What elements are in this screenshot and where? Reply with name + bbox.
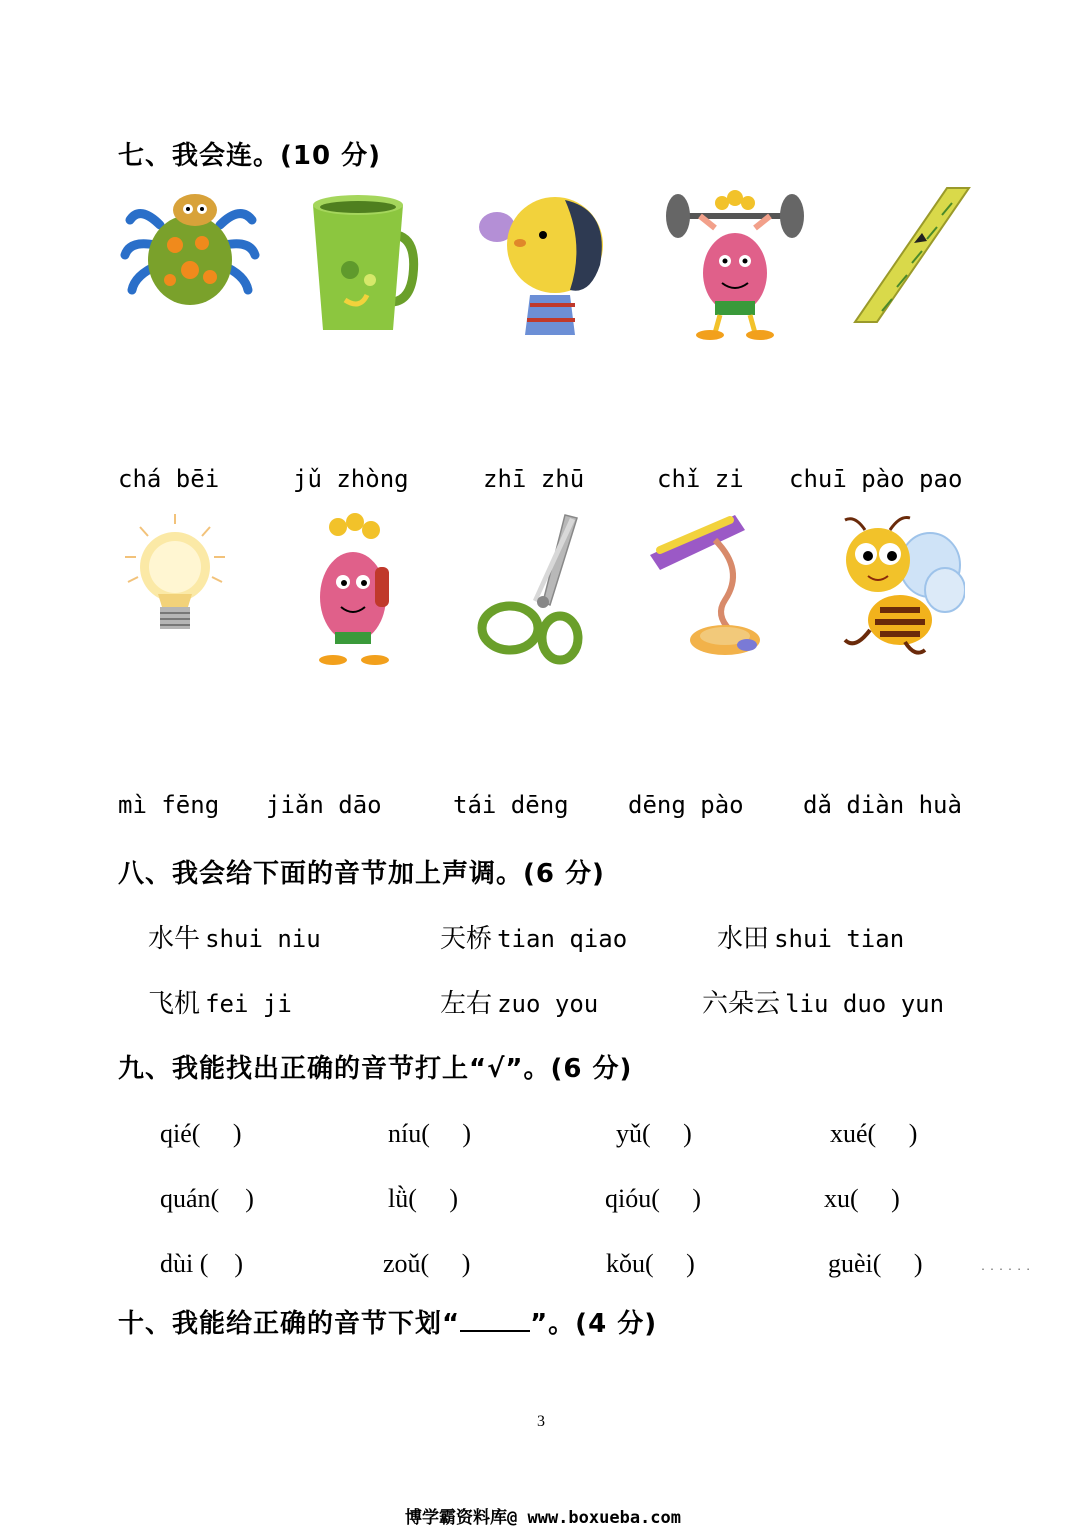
check-item: qióu( ) [605,1184,702,1213]
hanzi-text: 天桥 [440,924,493,953]
pinyin-mi-feng: mì fēng [118,791,220,819]
hanzi-text: 左右 [440,989,493,1018]
weightlifter-character-icon [660,183,810,343]
check-item: xué( ) [830,1119,918,1148]
section-9-title: 九、我能找出正确的音节打上“√”。(6 分) [118,1054,633,1084]
pinyin-text: zuo you [497,990,599,1018]
page-number: 3 [537,1413,545,1430]
check-item: zoǔ( ) [383,1249,471,1278]
pinyin-cha-bei: chá bēi [118,465,220,493]
pinyin-da-dian-hua: dǎ diàn huà [803,791,962,819]
tone-item-shuiniu [148,918,321,955]
pinyin-ju-zhong: jǔ zhòng [293,465,409,493]
pinyin-text: shui niu [205,925,321,953]
section-10-title-before: 十、我能给正确的音节下划“ [118,1309,461,1339]
light-bulb-icon [120,512,230,637]
check-item: quán( ) [160,1184,254,1213]
hanzi-text: 水田 [717,924,770,953]
pinyin-zhi-zhu: zhī zhū [483,465,585,493]
check-item: qié( ) [160,1119,242,1148]
check-item: kǒu( ) [606,1249,695,1278]
pinyin-chui-pao-pao: chuī pào pao [789,465,963,493]
tone-item-feiji [148,983,292,1020]
tone-item-tianqiao [440,918,627,955]
section-10-title [118,1303,657,1340]
trailing-dots: ...... [980,1262,1035,1273]
tone-item-shuitian [717,918,904,955]
scissors-icon [475,510,590,665]
check-item: guèi( ) [828,1249,923,1278]
check-item: yǔ( ) [616,1119,692,1148]
desk-lamp-icon [645,510,765,665]
tone-item-liuduoyun [702,983,944,1020]
pinyin-chi-zi: chǐ zi [657,465,744,493]
hanzi-text: 水牛 [148,924,201,953]
underline-sample [460,1308,530,1332]
bubble-blowing-character-icon [475,185,610,345]
check-item: xu( ) [824,1184,900,1213]
pinyin-text: tian qiao [497,925,628,953]
hanzi-text: 六朵云 [702,989,781,1018]
bee-icon [830,510,965,660]
pinyin-text: shui tian [774,925,905,953]
section-10-title-after: ”。(4 分) [530,1309,658,1339]
check-item: níu( ) [388,1119,472,1148]
footer-watermark: 博学霸资料库@ www.boxueba.com [405,1508,681,1528]
section-7-title: 七、我会连。(10 分) [118,141,381,171]
check-item: dùi ( ) [160,1249,244,1278]
pinyin-text: liu duo yun [785,990,945,1018]
spider-icon [120,185,260,310]
telephone-character-icon [303,512,403,667]
pinyin-jian-dao: jiǎn dāo [266,791,382,819]
section-8-title: 八、我会给下面的音节加上声调。(6 分) [118,859,605,889]
pinyin-deng-pao: dēng pào [628,791,744,819]
hanzi-text: 飞机 [148,989,201,1018]
pinyin-text: fei ji [205,990,292,1018]
tone-item-zuoyou [440,983,598,1020]
ruler-icon [852,185,972,325]
pinyin-tai-deng: tái dēng [453,791,569,819]
cup-icon [305,190,420,340]
check-item: lǜ( ) [388,1184,459,1213]
